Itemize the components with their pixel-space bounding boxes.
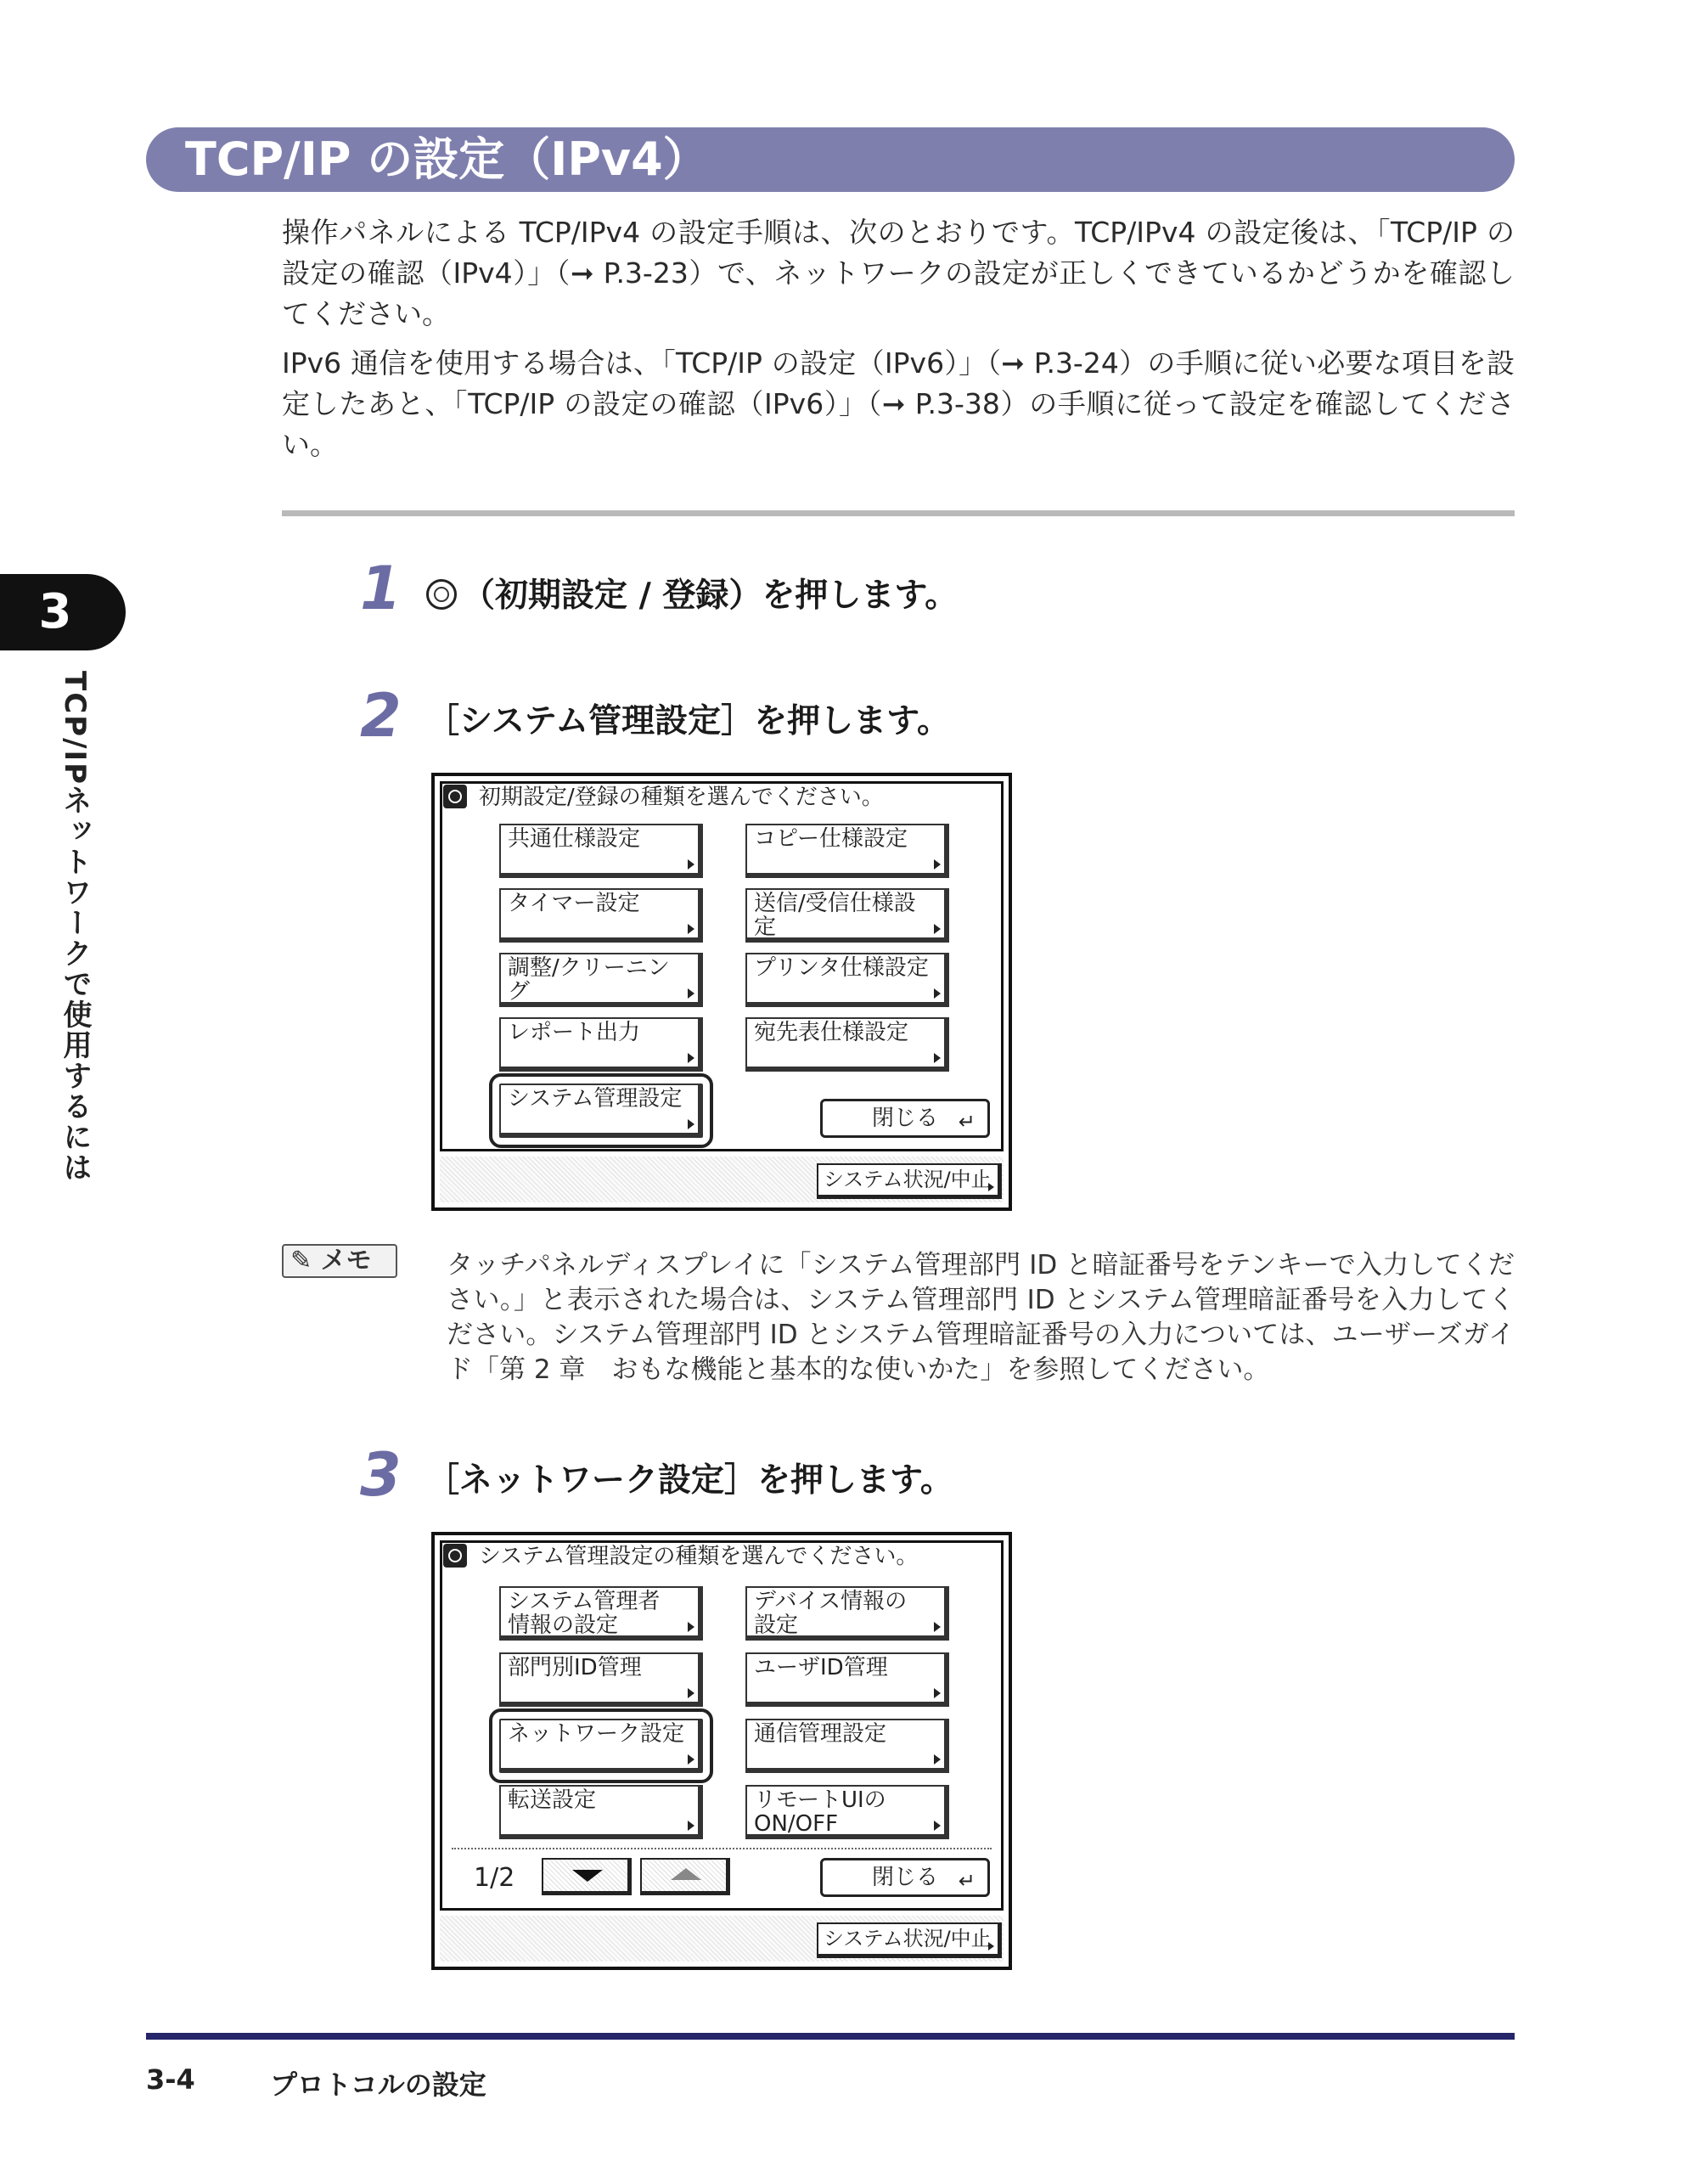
device-info-button[interactable]: デバイス情報の 設定 bbox=[745, 1586, 949, 1641]
system-status-stop-button[interactable]: システム状況/中止 bbox=[817, 1163, 1002, 1199]
chevron-right-icon bbox=[688, 1821, 694, 1831]
chevron-right-icon bbox=[934, 1622, 941, 1632]
memo-label: メモ bbox=[320, 1246, 372, 1275]
settings-icon bbox=[443, 785, 467, 808]
chevron-right-icon bbox=[688, 988, 694, 999]
communication-settings-button[interactable]: 通信管理設定 bbox=[745, 1719, 949, 1773]
step-text-1 bbox=[426, 572, 958, 620]
page-number: 3-4 bbox=[146, 2063, 195, 2096]
chevron-right-icon bbox=[688, 1053, 694, 1063]
chapter-number: 3 bbox=[38, 584, 72, 639]
step-text-3: ［ネットワーク設定］を押します。 bbox=[426, 1461, 953, 1500]
chevron-right-icon bbox=[934, 1821, 941, 1831]
step-number-1: 1 bbox=[360, 554, 402, 623]
return-icon: ↵ bbox=[958, 1110, 976, 1134]
arrow-up-icon bbox=[671, 1868, 701, 1880]
screen-2-header-text: システム管理設定の種類を選んでください。 bbox=[479, 1544, 919, 1569]
system-admin-info-button[interactable]: システム管理者 情報の設定 bbox=[499, 1586, 703, 1641]
close-button[interactable]: 閉じる ↵ bbox=[820, 1858, 990, 1897]
step-1-label: （初期設定 / 登録）を押します。 bbox=[462, 577, 959, 615]
footer-rule bbox=[146, 2033, 1515, 2040]
chevron-right-icon bbox=[688, 1119, 694, 1129]
step-number-2: 2 bbox=[360, 681, 402, 751]
common-settings-button[interactable]: 共通仕様設定 bbox=[499, 824, 703, 878]
settings-icon bbox=[443, 1544, 467, 1568]
page-indicator: 1/2 bbox=[474, 1863, 515, 1893]
touch-panel-screen-2 bbox=[431, 1532, 1012, 1970]
chevron-right-icon bbox=[688, 1688, 694, 1698]
touch-panel-screen-1 bbox=[431, 773, 1012, 1211]
chevron-right-icon bbox=[934, 859, 941, 870]
printer-settings-button[interactable]: プリンタ仕様設定 bbox=[745, 953, 949, 1007]
step-number-3: 3 bbox=[360, 1440, 402, 1510]
department-id-button[interactable]: 部門別ID管理 bbox=[499, 1652, 703, 1707]
arrow-down-icon bbox=[572, 1870, 603, 1882]
pencil-icon: ✎ bbox=[290, 1246, 312, 1275]
address-book-settings-button[interactable]: 宛先表仕様設定 bbox=[745, 1017, 949, 1072]
copy-settings-button[interactable]: コピー仕様設定 bbox=[745, 824, 949, 878]
memo-text: タッチパネルディスプレイに「システム管理部門 ID と暗証番号をテンキーで入力してください。」と表示された場合は、システム管理部門 ID とシステム管理暗証番号を入力してください。システム管理部門 ID とシステム管理暗証番号の入力については、ユーザーズガイド「第 2 章 おもな機能と基本的な使いかた」を参照してください。 bbox=[447, 1250, 1515, 1385]
return-icon: ↵ bbox=[958, 1869, 976, 1893]
section-title: TCP/IP の設定（IPv4） bbox=[185, 132, 709, 186]
chevron-right-icon bbox=[934, 1688, 941, 1698]
chevron-right-icon bbox=[688, 1754, 694, 1765]
chevron-right-icon bbox=[934, 924, 941, 934]
chapter-title: TCP/IPネットワークで使用するには bbox=[58, 671, 92, 1184]
memo-badge bbox=[282, 1244, 397, 1278]
remote-ui-button[interactable]: リモートUIの ON/OFF bbox=[745, 1785, 949, 1839]
adjustment-cleaning-button[interactable]: 調整/クリーニング bbox=[499, 953, 703, 1007]
page-up-button[interactable] bbox=[640, 1858, 730, 1895]
user-id-button[interactable]: ユーザID管理 bbox=[745, 1652, 949, 1707]
system-management-settings-button[interactable]: システム管理設定 bbox=[499, 1084, 703, 1138]
screen-1-header-text: 初期設定/登録の種類を選んでください。 bbox=[479, 785, 884, 810]
timer-settings-button[interactable]: タイマー設定 bbox=[499, 888, 703, 943]
chevron-right-icon bbox=[934, 1053, 941, 1063]
chevron-right-icon bbox=[688, 1622, 694, 1632]
network-settings-button[interactable]: ネットワーク設定 bbox=[499, 1719, 703, 1773]
chevron-right-icon bbox=[688, 859, 694, 870]
divider bbox=[282, 510, 1515, 516]
system-status-stop-button[interactable]: システム状況/中止 bbox=[817, 1922, 1002, 1958]
chevron-right-icon bbox=[934, 1754, 941, 1765]
forwarding-settings-button[interactable]: 転送設定 bbox=[499, 1785, 703, 1839]
close-button[interactable]: 閉じる ↵ bbox=[820, 1099, 990, 1138]
intro-paragraph-1: 操作パネルによる TCP/IPv4 の設定手順は、次のとおりです。TCP/IPv4 の設定後は、「TCP/IP の設定の確認（IPv4）」（➞ P.3-23）で、ネットワークの設定が正しくできているかどうかを確認してください。 bbox=[282, 216, 1515, 330]
screen-2-header bbox=[443, 1542, 918, 1571]
page-down-button[interactable] bbox=[542, 1858, 632, 1895]
footer-section-title: プロトコルの設定 bbox=[270, 2069, 486, 2101]
dotted-separator bbox=[452, 1848, 992, 1849]
screen-1-header bbox=[443, 783, 884, 812]
chevron-right-icon bbox=[988, 1942, 994, 1950]
send-receive-settings-button[interactable]: 送信/受信仕様設定 bbox=[745, 888, 949, 943]
step-text-2: ［システム管理設定］を押します。 bbox=[426, 702, 950, 740]
settings-registration-key-icon bbox=[426, 579, 457, 610]
intro-paragraph-2: IPv6 通信を使用する場合は、「TCP/IP の設定（IPv6）」（➞ P.3-24）の手順に従い必要な項目を設定したあと、「TCP/IP の設定の確認（IPv6）」（➞ P.3-38）の手順に従って設定を確認してください。 bbox=[282, 346, 1515, 461]
report-output-button[interactable]: レポート出力 bbox=[499, 1017, 703, 1072]
chevron-right-icon bbox=[934, 988, 941, 999]
chevron-right-icon bbox=[988, 1183, 994, 1191]
chevron-right-icon bbox=[688, 924, 694, 934]
